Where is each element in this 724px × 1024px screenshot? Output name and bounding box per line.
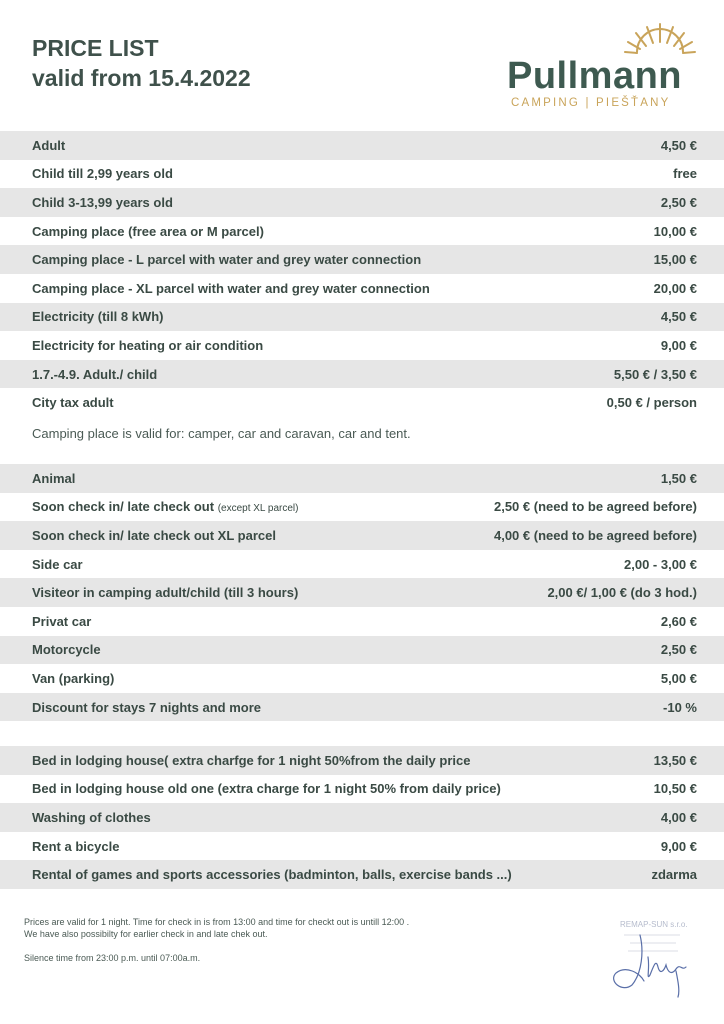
price-label: Soon check in/ late check out [32, 499, 215, 515]
price-row [0, 217, 724, 246]
price-label: Bed in lodging house old one (extra charge for 1 night 50% from daily price) [32, 781, 501, 797]
price-row [0, 131, 724, 160]
price-label: Adult [32, 137, 66, 153]
price-label-group [32, 499, 298, 514]
price-label: Motorcycle [32, 642, 101, 658]
svg-text:REMAP-SUN s.r.o.: REMAP-SUN s.r.o. [620, 920, 688, 929]
price-label-note: (except XL parcel) [217, 503, 299, 515]
price-value: 2,50 € (need to be agreed before) [493, 499, 697, 515]
logo-brand: Pullmann [507, 55, 683, 97]
price-value: 10,50 € [653, 781, 697, 797]
price-row [0, 331, 724, 360]
price-value: 4,00 € (need to be agreed before) [493, 527, 697, 543]
price-value: -10 % [663, 699, 697, 715]
price-value: 5,50 € / 3,50 € [613, 366, 697, 382]
price-row [0, 578, 724, 607]
title-line-1: PRICE LIST [32, 35, 159, 61]
price-row [0, 274, 724, 303]
stamp-signature [592, 915, 702, 1000]
price-label: Van (parking) [32, 670, 115, 686]
footer-line-3: Silence time from 23:00 p.m. until 07:00a.m. [24, 953, 201, 963]
price-row [0, 245, 724, 274]
price-value: 2,60 € [660, 613, 697, 629]
price-value: 0,50 € / person [606, 395, 697, 411]
price-value: 5,00 € [660, 670, 697, 686]
price-row [0, 550, 724, 579]
price-label: Washing of clothes [32, 809, 151, 825]
price-value: 2,00 €/ 1,00 € (do 3 hod.) [547, 585, 697, 601]
price-value: 2,50 € [660, 194, 697, 210]
price-label: Animal [32, 470, 76, 486]
price-row [0, 746, 724, 775]
price-label: Side car [32, 556, 83, 572]
price-row [0, 360, 724, 389]
price-value: free [673, 166, 697, 182]
logo [505, 22, 700, 117]
price-row [0, 493, 724, 522]
price-table-camping [0, 131, 724, 417]
price-label: Rental of games and sports accessories (badminton, balls, exercise bands ...) [32, 867, 512, 883]
price-label: Discount for stays 7 nights and more [32, 699, 261, 715]
price-label: Child till 2,99 years old [32, 166, 173, 182]
price-value: 4,50 € [660, 309, 697, 325]
price-label: Camping place - XL parcel with water and grey water connection [32, 280, 430, 296]
price-value: 9,00 € [660, 337, 697, 353]
price-value: 10,00 € [653, 223, 697, 239]
price-row [0, 860, 724, 889]
title-line-2: valid from 15.4.2022 [32, 65, 251, 91]
price-label: Bed in lodging house( extra charfge for 1 night 50%from the daily price [32, 752, 471, 768]
price-row [0, 521, 724, 550]
price-label: Soon check in/ late check out XL parcel [32, 527, 276, 543]
price-value: 2,00 - 3,00 € [624, 556, 697, 572]
price-row [0, 607, 724, 636]
price-row [0, 303, 724, 332]
price-value: 15,00 € [653, 252, 697, 268]
price-value: 1,50 € [660, 470, 697, 486]
price-label: Camping place - L parcel with water and grey water connection [32, 252, 422, 268]
sun-rays-icon [623, 22, 697, 58]
camping-note: Camping place is valid for: camper, car and caravan, car and tent. [32, 426, 411, 441]
price-label: Electricity for heating or air condition [32, 337, 264, 353]
price-value: 4,50 € [660, 137, 697, 153]
page-title [32, 33, 251, 93]
price-value: 13,50 € [653, 752, 697, 768]
footer-line-1: Prices are valid for 1 night. Time for check in is from 13:00 and time for checkt out is untill 12:00 . [24, 917, 410, 927]
logo-subtitle: CAMPING | PIEŠŤANY [511, 97, 671, 109]
price-label: Camping place (free area or M parcel) [32, 223, 264, 239]
price-row [0, 160, 724, 189]
price-value: 20,00 € [653, 280, 697, 296]
price-label: Child 3-13,99 years old [32, 194, 173, 210]
price-value: zdarma [651, 867, 697, 883]
price-row [0, 803, 724, 832]
price-label: Privat car [32, 613, 92, 629]
price-value: 2,50 € [660, 642, 697, 658]
price-row [0, 775, 724, 804]
price-table-services [0, 746, 724, 889]
price-row [0, 464, 724, 493]
price-value: 9,00 € [660, 838, 697, 854]
price-table-extras [0, 464, 724, 721]
footer-notes [24, 916, 409, 964]
header [0, 0, 724, 130]
footer-line-2: We have also possibilty for earlier check in and late chek out. [24, 929, 268, 939]
price-label: Rent a bicycle [32, 838, 120, 854]
price-row [0, 388, 724, 417]
price-label: Visiteor in camping adult/child (till 3 hours) [32, 585, 299, 601]
price-label: 1.7.-4.9. Adult./ child [32, 366, 158, 382]
price-row [0, 664, 724, 693]
price-row [0, 693, 724, 722]
price-label: Electricity (till 8 kWh) [32, 309, 164, 325]
price-row [0, 636, 724, 665]
price-label: City tax adult [32, 395, 114, 411]
price-row [0, 188, 724, 217]
price-row [0, 832, 724, 861]
price-value: 4,00 € [660, 809, 697, 825]
